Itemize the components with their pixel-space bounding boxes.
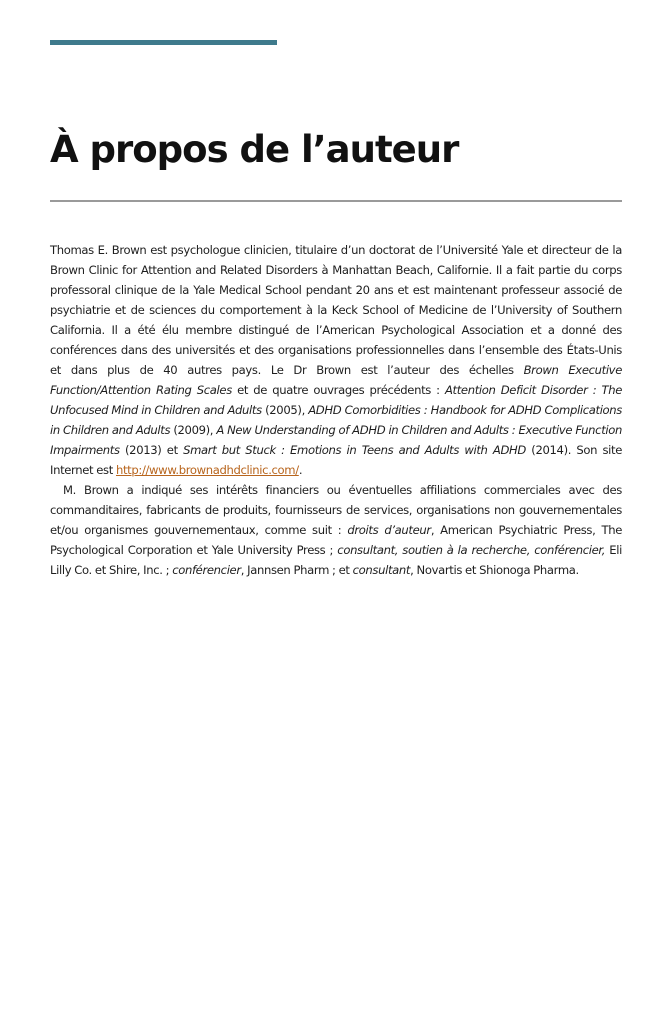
- bio-text: Thomas E. Brown est psychologue clinicien, titulaire d’un doctorat de l’Université Yale et directeur de la Brown Clinic for Attention and Related Disorders à Manhattan Beach, Californie. Il a fait partie du corps professoral clinique de la Yale Medical School pendant 20 ans et est maintenant professeur associé de psychiatrie et de sciences du comportement à la Keck School of Medicine de l’University of Southern California. Il a été élu membre distingué de l’American Psychological Association et a donné des conférences dans des universités et des organisations professionnelles dans l’ensemble des États-Unis et dans plus de 40 autres pays. Le Dr Brown est l’auteur des échelles: [50, 243, 622, 377]
- accent-bar: [50, 40, 277, 45]
- bio-paragraph-2: [50, 480, 622, 580]
- bio-text: (2005),: [261, 403, 309, 417]
- bio-text: (2013) et: [119, 443, 184, 457]
- page-title: À propos de l’auteur: [50, 128, 459, 171]
- bio-text: , American Psychiatric Press, The Psychological Corporation et Yale University Press ;: [50, 523, 622, 557]
- bio-text: Eli Lilly Co. et Shire, Inc. ;: [50, 543, 622, 577]
- book-title: Brown Executive Function/Attention Rating Scales: [50, 363, 622, 397]
- author-bio: [50, 240, 622, 580]
- bio-text: M. Brown a indiqué ses intérêts financiers ou éventuelles affiliations commerciales avec des commanditaires, fabricants de produits, fournisseurs de services, organisations non gouvernementales et/ou organismes gouvernementaux, comme suit :: [50, 483, 622, 537]
- role-label: consultant, soutien à la recherche, conférencier,: [337, 543, 606, 557]
- role-label: droits d’auteur: [347, 523, 431, 537]
- bio-text: , Jannsen Pharm ; et: [240, 563, 353, 577]
- website-link[interactable]: http://www.brownadhdclinic.com/: [115, 463, 299, 477]
- role-label: consultant: [352, 563, 411, 577]
- bio-text: et de quatre ouvrages précédents :: [231, 383, 445, 397]
- bio-text: .: [298, 463, 303, 477]
- title-divider: [50, 200, 622, 202]
- book-title: Smart but Stuck : Emotions in Teens and Adults with ADHD: [183, 443, 526, 457]
- bio-text: (2014). Son site Internet est: [50, 443, 623, 477]
- book-title: Attention Deficit Disorder : The Unfocused Mind in Children and Adults: [50, 383, 622, 417]
- role-label: conférencier: [172, 563, 241, 577]
- bio-paragraph-1: [50, 240, 622, 480]
- book-title: A New Understanding of ADHD in Children and Adults : Executive Function Impairments: [50, 423, 623, 457]
- book-title: ADHD Comorbidities : Handbook for ADHD Complications in Children and Adults: [50, 403, 622, 437]
- bio-text: , Novartis et Shionoga Pharma.: [410, 563, 579, 577]
- bio-text: (2009),: [170, 423, 217, 437]
